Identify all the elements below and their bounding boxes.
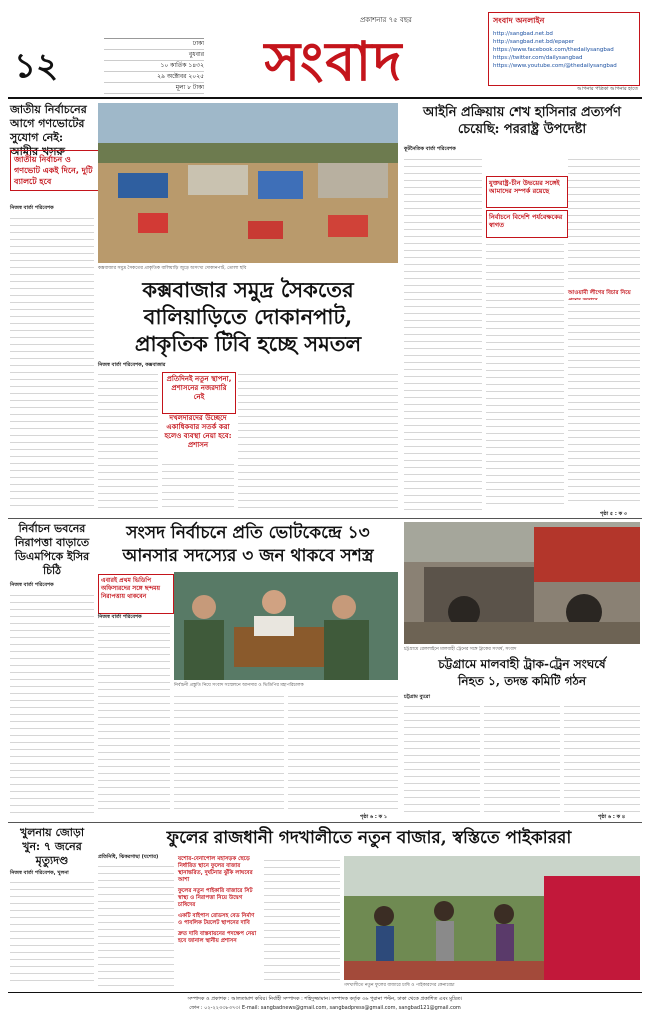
hasina-body-col2 <box>486 240 564 510</box>
ansar-pull: এবারই প্রথম ভিডিপি অফিসারদের সঙ্গে ছন্দময় নিরাপত্তায় থাকবেন <box>98 574 174 614</box>
social-title: সংবাদ অনলাইন <box>493 16 545 25</box>
jamaat-body <box>10 214 94 509</box>
ansar-headline <box>98 522 398 568</box>
date-line: মূল্য ৮ টাকা <box>104 83 204 94</box>
flower-pull: ফুলের নতুন পাইকারি বাজারে সিট স্বাস্থ্য ও নিরাপত্তা নিয়ে উদ্বেগ চাষিদের <box>178 888 253 908</box>
page-number: ১২ <box>14 46 59 86</box>
hasina-box2: নির্বাচনে বিদেশি পর্যবেক্ষকের স্বাগত <box>486 210 568 238</box>
ctg-headline-line: নিহত ১, তদন্ত কমিটি গঠন <box>457 674 587 688</box>
date-line: ২৯ অক্টোবর ২০২৫ <box>104 72 204 83</box>
tagline: আপনার পত্রিকা আপনার হাতে <box>577 86 638 92</box>
founded-label: প্রকাশনার ৭৫ বছর <box>360 16 412 24</box>
ctg-body-col2 <box>484 702 560 812</box>
ansar-continued: পৃষ্ঠা ৬ : ক ১ <box>360 814 388 820</box>
coxs-photo-art <box>98 103 398 263</box>
coxs-headline-line: বালিয়াড়িতে দোকানপাট, <box>143 304 353 329</box>
footer-line: সম্পাদক ও প্রকাশক : আলতামাশ কবির। নির্বাহী সম্পাদক : শহিদুজ্জামান। সম্পাদক কর্তৃক ৩৬ পুরানা পল্টন, ঢাকা থেকে প্রকাশিত এবং মুদ্রিত। <box>187 996 463 1002</box>
flower-pull: যশোর-বেনাপোল মহাসড়ক ছেড়ে নির্ধারিত স্থানে ফুলের বাজার স্থানান্তরিত, দুর্ঘটনার ঝুঁকি লাঘবের আশা <box>178 856 253 883</box>
section-rule-2 <box>8 822 642 823</box>
coxs-body-col2 <box>162 460 234 510</box>
ctg-photo <box>404 522 640 644</box>
coxs-reporter: নিজস্ব বার্তা পরিবেশক, কক্সবাজার <box>98 362 166 368</box>
hasina-body-col3 <box>568 155 640 285</box>
ansar-body-col3 <box>288 692 398 812</box>
ansar-reporter: নিজস্ব বার্তা পরিবেশক <box>98 614 142 620</box>
hasina-reporter: কূটনৈতিক বার্তা পরিবেশক <box>404 146 456 152</box>
flower-body-col2 <box>264 856 340 986</box>
flower-photo-art <box>344 856 640 980</box>
footer-line: ফোন : ০২-২২৩৩৮৩৭৩। E-mail: sangbadnews@gmail.com, sangbadpress@gmail.com, sangbad121@gmail.com <box>189 1005 461 1011</box>
ansar-photo <box>174 572 398 680</box>
flower-body-col1 <box>98 862 174 986</box>
flower-pulls <box>178 856 260 945</box>
khulna-body <box>10 878 94 986</box>
footer-rule <box>8 992 642 993</box>
ansar-caption: নির্বাচনী প্রস্তুতি নিয়ে সংবাদ সম্মেলনে আনসার ও ভিডিপির মহাপরিচালক <box>174 683 304 688</box>
flower-caption: গদখালীতে নতুন ফুলের বাজারে চাষি ও পাইকারদের কেনাবেচা <box>344 983 455 988</box>
flower-pull: একটি বাইপাস রোডসহ বেড নির্মাণ ও পাবলিক টয়লেট স্থাপনের দাবি <box>178 913 255 926</box>
hasina-subhead: আওয়ামী লীগের বিচার নিয়ে <box>568 290 631 296</box>
coxs-pull1: প্রতিদিনই নতুন স্থাপনা, প্রশাসনের নজরদারি নেই <box>162 372 236 414</box>
flower-pull: দ্রুত দাবি বাস্তবায়নের পদক্ষেপ নেয়া হবে জানাল স্থানীয় প্রশাসন <box>178 931 257 944</box>
khulna-reporter: নিজস্ব বার্তা পরিবেশক, খুলনা <box>10 870 69 876</box>
ctg-headline-line: চট্টগ্রামে মালবাহী ট্রাক-ট্রেন সংঘর্ষে <box>438 657 606 671</box>
ctg-headline <box>404 656 640 690</box>
ansar-headline-line: সংসদ নির্বাচনে প্রতি ভোটকেন্দ্রে ১৩ <box>126 523 370 543</box>
coxs-photo <box>98 103 398 263</box>
jamaat-reporter: নিজস্ব বার্তা পরিবেশক <box>10 205 54 211</box>
hasina-body-col3b <box>568 300 640 505</box>
date-box <box>104 38 204 94</box>
flower-reporter: প্রতিনিধি, ঝিকরগাছা (যশোর) <box>98 854 159 860</box>
khulna-headline: খুলনায় জোড়া খুন: ৭ জনের মৃত্যুদণ্ড <box>19 826 85 867</box>
hasina-continued: পৃষ্ঠা ৫ : ক ৩ <box>600 511 628 517</box>
ansar-headline-line: আনসার সদস্যের ৩ জন থাকবে সশস্ত্র <box>122 546 374 566</box>
social-link[interactable]: https://www.youtube.com/@thedailysangbad <box>493 63 617 69</box>
hasina-box1: যুক্তরাষ্ট্র-চীন উভয়ের সঙ্গেই আমাদের সম্পর্ক রয়েছে <box>486 176 568 208</box>
jamaat-box: জাতীয় নির্বাচন ও গণভোট একই দিনে, দুটি ব্যালটে হবে <box>10 150 100 191</box>
section-rule <box>8 518 642 519</box>
ctg-reporter: চট্টগ্রাম ব্যুরো <box>404 694 431 700</box>
social-box <box>488 12 640 86</box>
social-link[interactable]: https://www.facebook.com/thedailysangbad <box>493 47 614 53</box>
coxs-pull2: দখলদারদের উচ্ছেদে একাধিকবার সতর্ক করা হলেও ব্যবস্থা নেয়া হবে: প্রশাসন <box>164 414 232 449</box>
hasina-body-col1 <box>404 155 482 510</box>
date-line: ঢাকা <box>104 39 204 50</box>
social-link[interactable]: http://sangbad.net.bd <box>493 31 553 37</box>
social-link[interactable]: https://twitter.com/dailysangbad <box>493 55 583 61</box>
coxs-headline <box>98 276 398 357</box>
coxs-caption: কক্সবাজার সমুদ্র সৈকতের প্রাকৃতিক বালিয়াড়ি জুড়ে অসংখ্য দোকানপাট, তোলা ছবি <box>98 266 247 271</box>
social-link[interactable]: http://sangbad.net.bd/epaper <box>493 39 575 45</box>
ctg-caption: চট্টগ্রামে রেললাইনে মালবাহী ট্রেনের সঙ্গে ট্রাকের সংঘর্ষ, সংবাদ <box>404 647 517 652</box>
ansar-body-col1 <box>98 622 170 812</box>
election-security-headline: নির্বাচন ভবনের নিরাপত্তা বাড়াতে ডিএমপিকে ইসির চিঠি <box>14 522 90 577</box>
ctg-body-col1 <box>404 702 480 812</box>
hasina-headline: আইনি প্রক্রিয়ায় শেখ হাসিনার প্রত্যর্পণ চেয়েছি: পররাষ্ট্র উপদেষ্টা <box>423 105 621 137</box>
coxs-headline-line: কক্সবাজার সমুদ্র সৈকতের <box>142 277 354 302</box>
ctg-continued: পৃষ্ঠা ৬ : ক ৪ <box>598 814 626 820</box>
flower-headline: ফুলের রাজধানী গদখালীতে নতুন বাজার, স্বস্তিতে পাইকাররা <box>166 828 572 848</box>
coxs-body-col1 <box>98 370 158 510</box>
coxs-body-col3 <box>238 370 398 510</box>
ctg-body-col3 <box>564 702 640 812</box>
ansar-body-col2 <box>174 692 284 812</box>
brand-logo: সংবাদ <box>264 29 404 93</box>
ansar-photo-art <box>174 572 398 680</box>
election-security-reporter: নিজস্ব বার্তা পরিবেশক <box>10 582 54 588</box>
date-line: বুধবার <box>104 50 204 61</box>
date-line: ১০ কার্তিক ১৪৩২ <box>104 61 204 72</box>
coxs-headline-line: প্রাকৃতিক টিবি হচ্ছে সমতল <box>134 331 362 356</box>
jamaat-headline: জাতীয় নির্বাচনের আগে গণভোটের সুযোগ নেই: আমীর খসরু <box>10 103 87 158</box>
election-security-body <box>10 591 94 813</box>
ctg-photo-art <box>404 522 640 644</box>
masthead-rule <box>8 97 642 99</box>
flower-photo <box>344 856 640 980</box>
